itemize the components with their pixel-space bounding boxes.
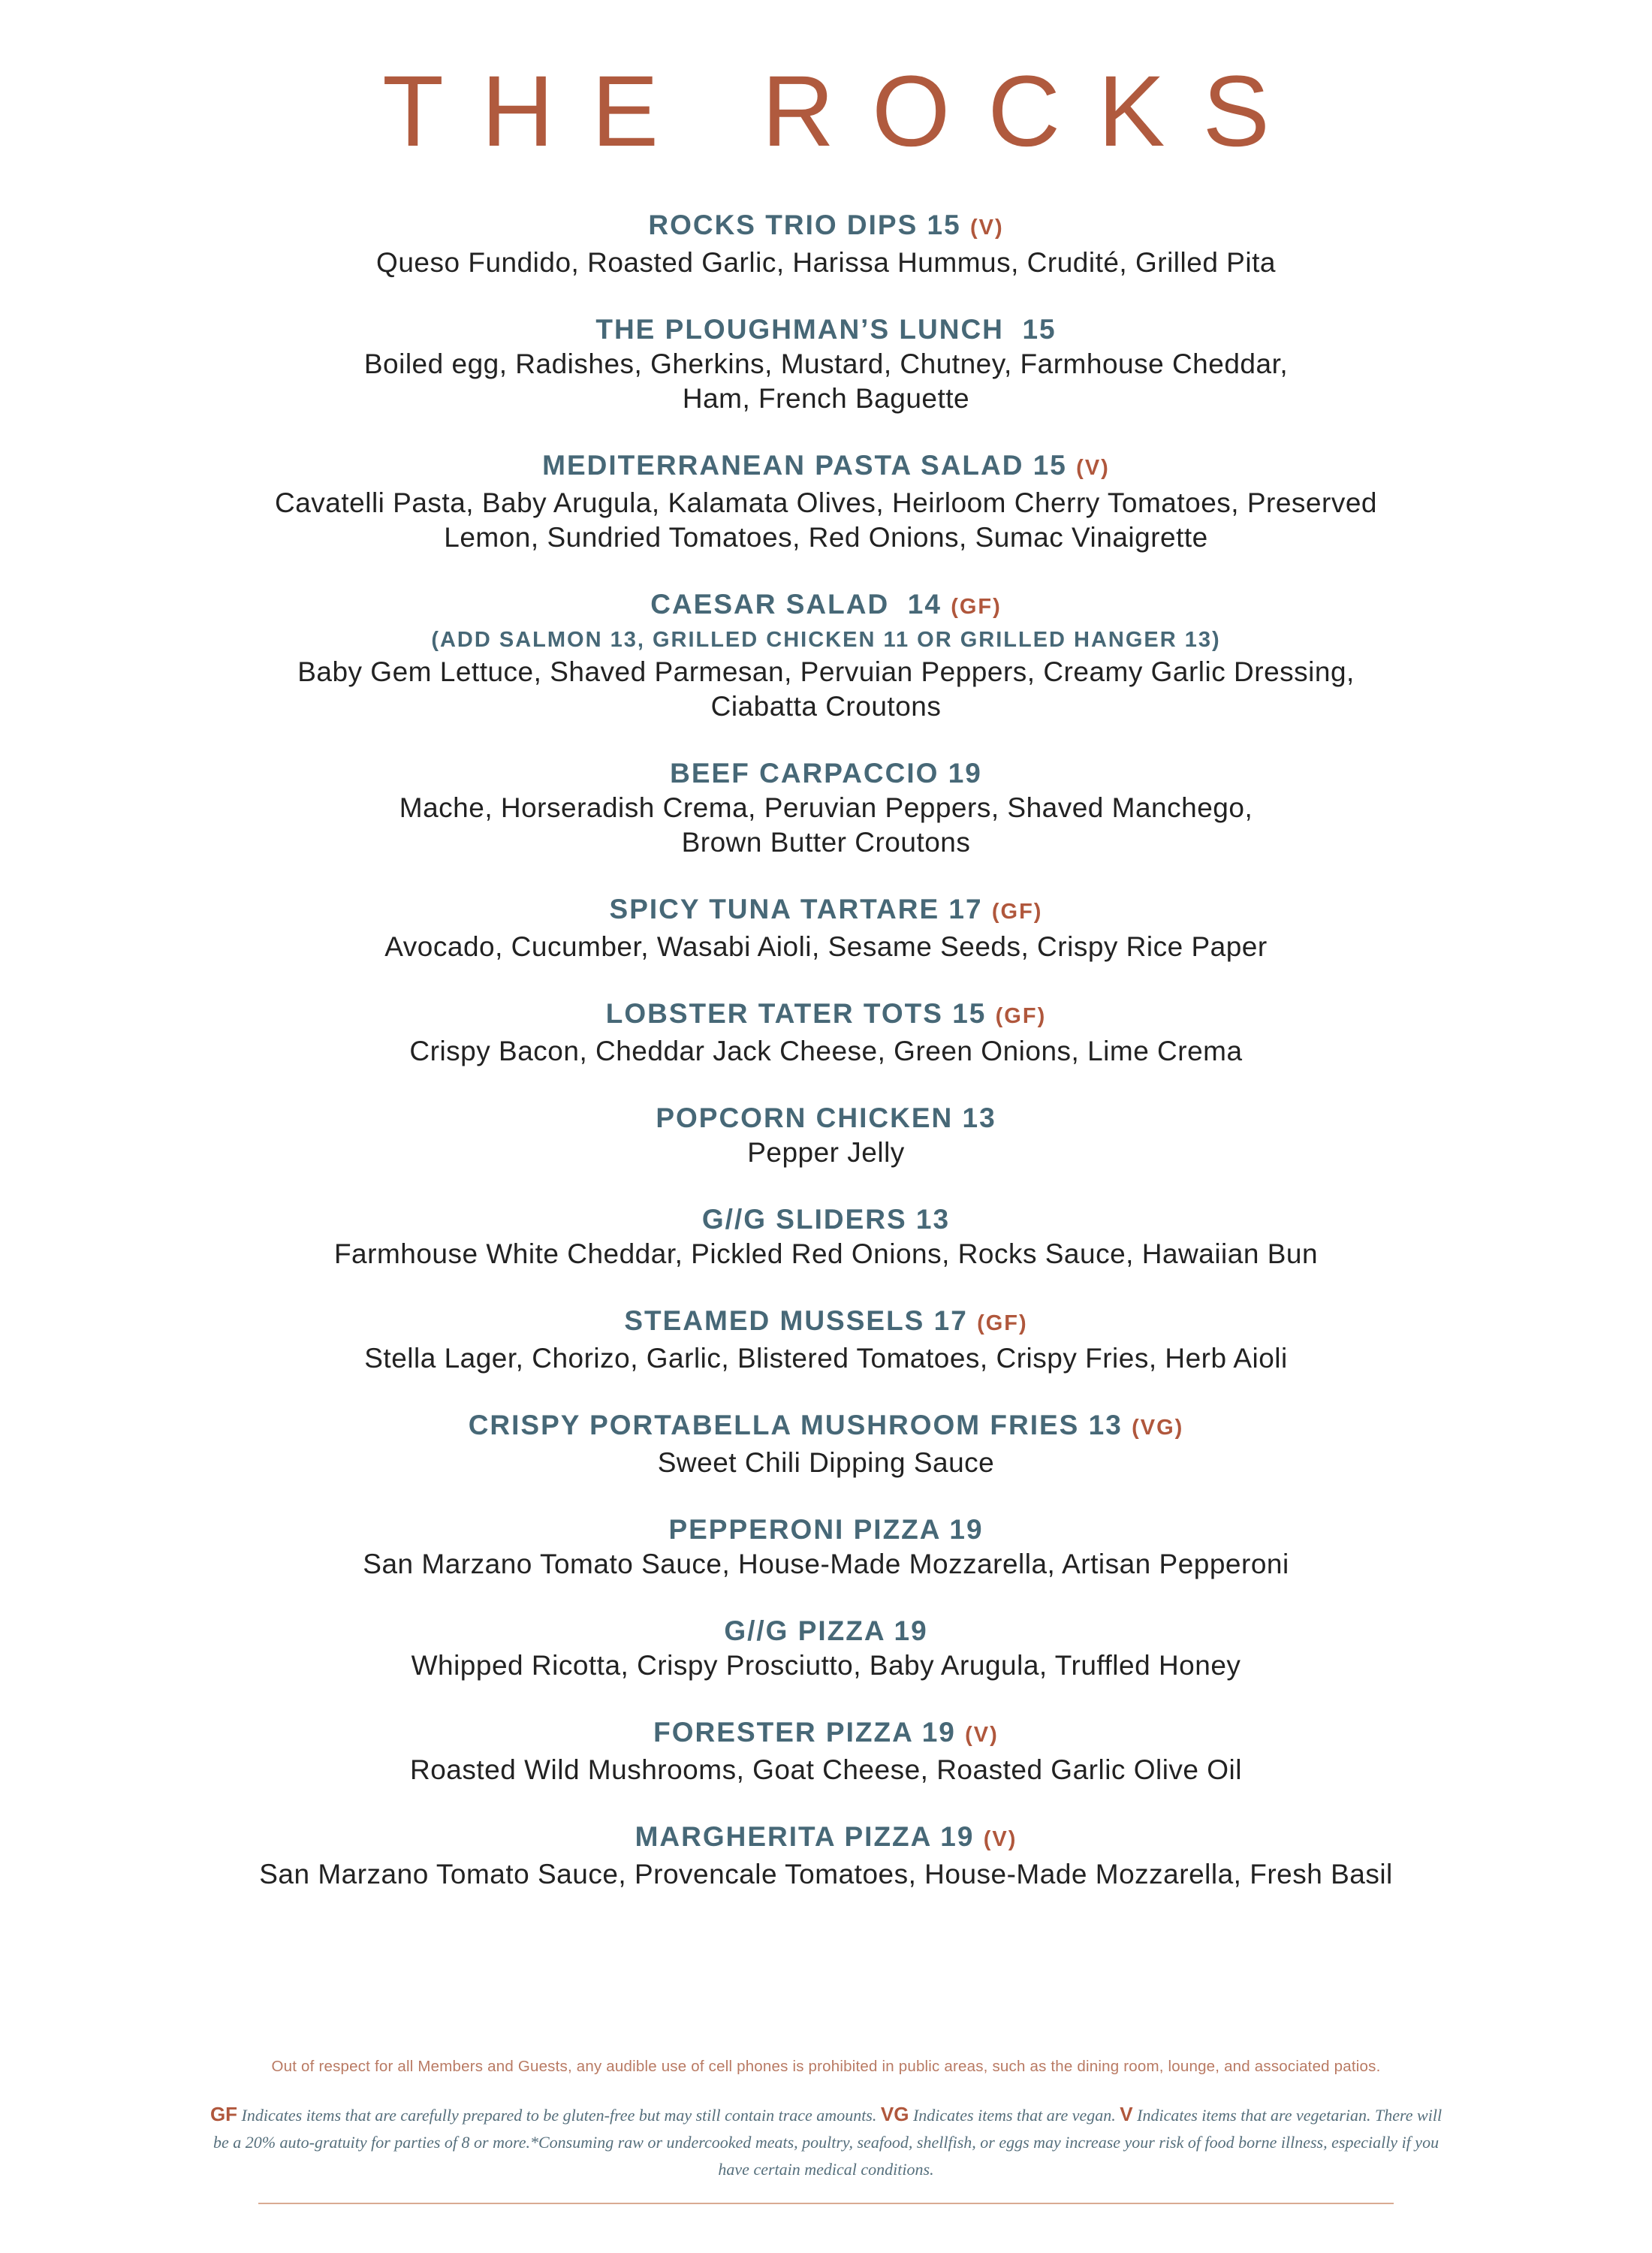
dietary-tag: (GF) [991,900,1043,924]
menu-item [0,1407,1652,1480]
menu-item [0,1819,1652,1892]
cell-phone-notice: Out of respect for all Members and Guests, any audible use of cell phones is prohibited in public areas, such as the dining room, lounge, and associated patios. [271,2058,1381,2075]
vg-explanation: Indicates items that are vegan. [912,2106,1116,2125]
item-name: MEDITERRANEAN PASTA SALAD 15 (V) [542,450,1110,481]
v-abbreviation: V [1120,2103,1133,2125]
item-description: Farmhouse White Cheddar, Pickled Red Onions, Rocks Sauce, Hawaiian Bun [333,1238,1319,1269]
menu-item [0,1715,1652,1787]
vg-abbreviation: VG [880,2103,909,2125]
item-name: SPICY TUNA TARTARE 17 (GF) [609,894,1043,924]
item-name: CAESAR SALAD 14 (GF) [650,589,1002,620]
item-description: Baby Gem Lettuce, Shaved Parmesan, Pervuian Peppers, Creamy Garlic Dressing, Ciabatta Croutons [297,656,1355,722]
restaurant-title: THE ROCKS [382,56,1307,167]
item-description: Stella Lager, Chorizo, Garlic, Blistered Tomatoes, Crispy Fries, Herb Aioli [364,1343,1288,1374]
dietary-tag: (GF) [995,1004,1047,1028]
menu-item [0,1303,1652,1376]
menu-item [0,448,1652,555]
dietary-tag: (V) [965,1723,999,1747]
menu-item [0,1512,1652,1582]
item-description: Cavatelli Pasta, Baby Arugula, Kalamata Olives, Heirloom Cherry Tomatoes, Preserved Lemon, Sundried Tomatoes, Red Onions, Sumac Vinaigrette [274,487,1377,553]
menu-item [0,207,1652,280]
item-description: San Marzano Tomato Sauce, Provencale Tomatoes, House-Made Mozzarella, Fresh Basil [259,1859,1393,1890]
item-description: Whipped Ricotta, Crispy Prosciutto, Baby Arugula, Truffled Honey [411,1650,1241,1681]
item-add-ons: (ADD SALMON 13, GRILLED CHICKEN 11 OR GRILLED HANGER 13) [431,628,1221,652]
menu-item [0,312,1652,416]
gf-explanation: Indicates items that are carefully prepared to be gluten-free but may still contain trace amounts. [241,2106,877,2125]
item-name: POPCORN CHICKEN 13 [656,1102,996,1133]
item-description: San Marzano Tomato Sauce, House-Made Mozzarella, Artisan Pepperoni [363,1549,1289,1579]
item-description: Crispy Bacon, Cheddar Jack Cheese, Green Onions, Lime Crema [409,1036,1243,1066]
item-name: LOBSTER TATER TOTS 15 (GF) [605,998,1047,1029]
menu-item [0,1613,1652,1683]
v-explanation: Indicates items that are vegetarian. There will be a 20% auto-gratuity for parties of 8 or more.*Consuming raw or undercooked meats, poultry, seafood, shellfish, or eggs may increase your risk of food borne illness, especially if you have certain medical conditions. [213,2106,1442,2179]
item-name: BEEF CARPACCIO 19 [670,758,982,789]
item-name: THE PLOUGHMAN’S LUNCH 15 [595,314,1057,345]
item-description: Avocado, Cucumber, Wasabi Aioli, Sesame Seeds, Crispy Rice Paper [384,931,1268,962]
item-name: G//G SLIDERS 13 [701,1204,951,1235]
dietary-tag: (VG) [1132,1416,1184,1440]
item-name: STEAMED MUSSELS 17 (GF) [624,1305,1028,1336]
item-name: G//G PIZZA 19 [724,1615,928,1646]
item-name: MARGHERITA PIZZA 19 (V) [635,1821,1017,1852]
item-name: ROCKS TRIO DIPS 15 (V) [648,210,1004,240]
dietary-tag: (GF) [977,1311,1028,1335]
item-description: Mache, Horseradish Crema, Peruvian Peppers, Shaved Manchego, Brown Butter Croutons [399,792,1253,858]
menu-list [0,207,1652,1923]
item-description: Pepper Jelly [747,1137,905,1168]
item-description: Roasted Wild Mushrooms, Goat Cheese, Roasted Garlic Olive Oil [409,1754,1243,1785]
item-description: Queso Fundido, Roasted Garlic, Harissa Hummus, Crudité, Grilled Pita [376,247,1276,278]
item-description: Sweet Chili Dipping Sauce [657,1447,995,1478]
menu-item [0,996,1652,1069]
gf-abbreviation: GF [210,2103,238,2125]
menu-item [0,1100,1652,1170]
footer-divider [258,2203,1394,2204]
item-name: CRISPY PORTABELLA MUSHROOM FRIES 13 (VG) [468,1410,1184,1440]
dietary-tag: (V) [983,1827,1017,1851]
item-name: PEPPERONI PIZZA 19 [668,1514,984,1545]
dietary-tag: (V) [1076,456,1110,480]
item-description: Boiled egg, Radishes, Gherkins, Mustard, Chutney, Farmhouse Cheddar, Ham, French Baguette [363,348,1289,414]
dietary-tag: (V) [969,216,1004,240]
item-name: FORESTER PIZZA 19 (V) [653,1717,999,1748]
menu-item [0,1202,1652,1271]
menu-item [0,891,1652,964]
menu-item [0,756,1652,860]
dietary-tag: (GF) [951,595,1002,619]
menu-item [0,587,1652,724]
dietary-legend [203,2101,1449,2183]
